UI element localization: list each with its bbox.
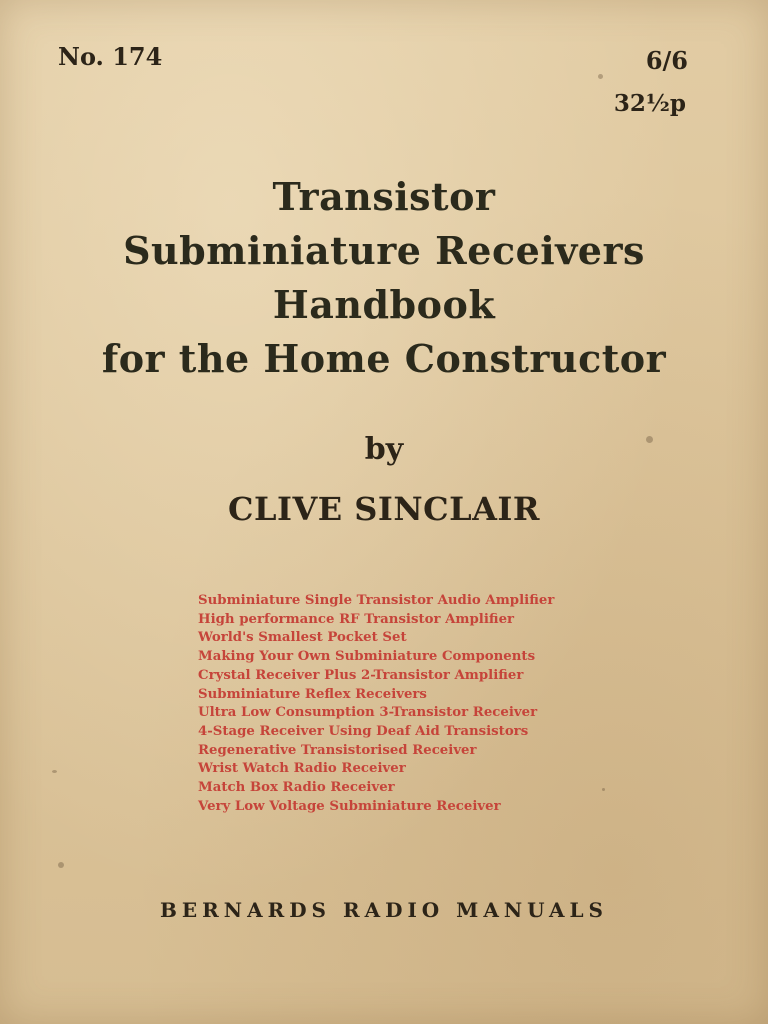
paper-speck (52, 770, 57, 773)
price-decimal: 32½p (613, 90, 686, 117)
contents-item: Ultra Low Consumption 3-Transistor Receiver (198, 705, 538, 721)
paper-speck (598, 74, 603, 79)
contents-item: Crystal Receiver Plus 2-Transistor Amplifier (198, 667, 524, 683)
issue-number: No. 174 (58, 42, 163, 71)
contents-list (198, 592, 554, 816)
contents-item: Making Your Own Subminiature Components (198, 649, 536, 665)
author-name: CLIVE SINCLAIR (228, 490, 540, 528)
title-line-1: Transistor (272, 174, 496, 219)
byline: by (364, 432, 404, 467)
paper-speck (646, 436, 653, 443)
contents-item: Subminiature Reflex Receivers (198, 686, 427, 702)
title-line-2: Subminiature Receivers (123, 228, 645, 273)
paper-speck (58, 862, 64, 868)
title-line-4: for the Home Constructor (101, 336, 667, 381)
paper-speck (602, 788, 605, 791)
price-shillings: 6/6 (645, 46, 688, 75)
contents-item: Regenerative Transistorised Receiver (198, 742, 477, 758)
contents-item: Wrist Watch Radio Receiver (198, 761, 406, 777)
title-line-3: Handbook (272, 282, 496, 327)
contents-item: Very Low Voltage Subminiature Receiver (198, 798, 501, 814)
book-title (0, 170, 768, 386)
contents-item: 4-Stage Receiver Using Deaf Aid Transistors (198, 723, 529, 739)
contents-item: Match Box Radio Receiver (198, 780, 395, 796)
series-name: BERNARDS RADIO MANUALS (160, 898, 608, 922)
contents-item: High performance RF Transistor Amplifier (198, 611, 515, 627)
contents-item: Subminiature Single Transistor Audio Amplifier (198, 593, 555, 608)
contents-item: World's Smallest Pocket Set (198, 630, 407, 646)
